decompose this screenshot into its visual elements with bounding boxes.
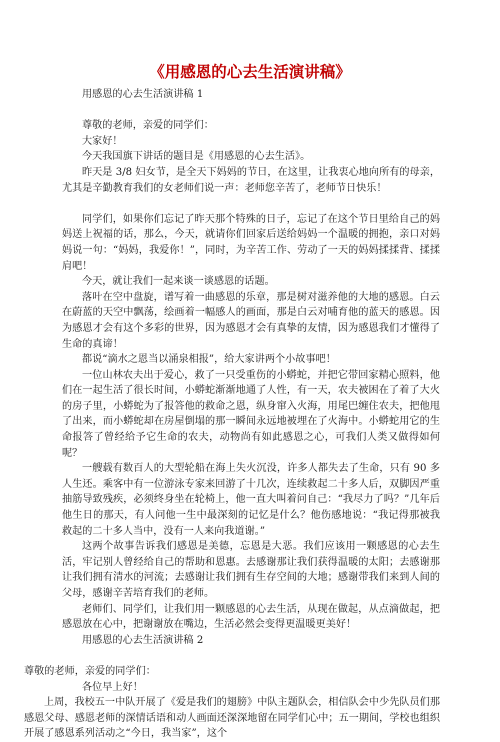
paragraph: 尊敬的老师，亲爱的同学们： [24,665,156,677]
paragraph: 一位山林农夫出于爱心，救了一只受重伤的小蟒蛇，并把它带回家精心照料，他们在一起生活了很长时间，小蟒蛇渐渐地通了人性，有一天，农夫被困在了着了大火的房子里，小蟒蛇为了报答他的救命之恩，纵身窜入火海，用尾巴缠住农夫，把他甩了出来，而小蟒蛇却在房屋倒塌的那一瞬间永远地被埋在了火海中。小蟒蛇用它的生命报答了曾经给予它生命的农夫，动物尚有如此感恩之心，可我们人类又做得如何呢？ [62,369,440,459]
paragraph: 今天我国旗下讲话的题目是《用感恩的心去生活》。 [82,151,311,163]
paragraph: 上周，我校五一中队开展了《爱是我们的翅膀》中队主题队会，相信队会中少先队员们那感恩父母、感恩老师的深情话语和动人画面还深深地留在同学们心中；五一期间，学校也组织开展了感恩系列活动之“今日，我当家”，这个 [24,697,440,740]
paragraph: 落叶在空中盘旋，谱写着一曲感恩的乐章，那是树对滋养他的大地的感恩。白云在蔚蓝的天空中飘荡，绘画着一幅感人的画面，那是白云对哺育他的蓝天的感恩。因为感恩才会有这个多彩的世界，因为感恩才会有真挚的友情，因为感恩我们才懂得了生命的真谛！ [62,291,440,350]
paragraph: 都说“滴水之恩当以涌泉相报”，给大家讲两个小故事吧！ [82,354,336,366]
paragraph: 各位早上好！ [82,681,143,693]
paragraph: 老师们、同学们，让我们用一颗感恩的心去生活，从现在做起，从点滴做起，把感恩放在心中，把谢谢放在嘴边，生活必然会变得更温暖更美好！ [62,603,440,631]
section-heading: 用感恩的心去生活演讲稿 2 [82,634,204,646]
blank-line [62,196,440,212]
paragraph: 尊敬的老师，亲爱的同学们： [82,120,214,132]
document-body [24,87,440,742]
blank-line [62,648,440,664]
paragraph: 今天，就让我们一起来谈一谈感恩的话题。 [82,276,275,288]
paragraph: 大家好！ [82,135,123,147]
paragraph: 这两个故事告诉我们感恩是美德，忘恩是大恶。我们应该用一颗感恩的心去生活，牢记别人曾经给自己的帮助和恩惠。去感谢那让我们获得温暖的太阳；去感谢那让我们拥有清水的河流；去感谢让我们拥有生存空间的大地；感谢带我们来到人间的父母，感谢辛苦培育我们的老师。 [62,541,440,599]
paragraph: 一艘载有数百人的大型轮船在海上失火沉没，许多人都失去了生命，只有 90 多人生还。乘客中有一位游泳专家来回游了十几次，连续救起二十多人后，双脚因严重抽筋导致残疾，必须终身坐在轮椅上，他一直大叫着问自己：“我尽力了吗？”几年后他生日的那天，有人问他一生中最深刻的记忆是什么？他伤感地说：“我记得那被我救起的二十多人当中，没有一人来向我道谢。” [62,463,440,537]
document-title: 《用感恩的心去生活演讲稿》 [149,62,351,81]
blank-line [62,103,440,119]
paragraph: 昨天是 3/8 妇女节，是全天下妈妈的节日，在这里，让我衷心地向所有的母亲，尤其是辛勤教育我们的女老师们说一声：老师您辛苦了，老师节日快乐！ [62,166,440,194]
section-heading: 用感恩的心去生活演讲稿 1 [82,89,204,100]
paragraph: 同学们，如果你们忘记了昨天那个特殊的日子，忘记了在这个节日里给自己的妈妈送上祝福的话，那么，今天，就请你们回家后送给妈妈一个温暖的拥抱，亲口对妈妈说一句：“妈妈，我爱你！”，同时，为辛苦工作、劳动了一天的妈妈揉揉背、揉揉肩吧！ [62,213,440,272]
